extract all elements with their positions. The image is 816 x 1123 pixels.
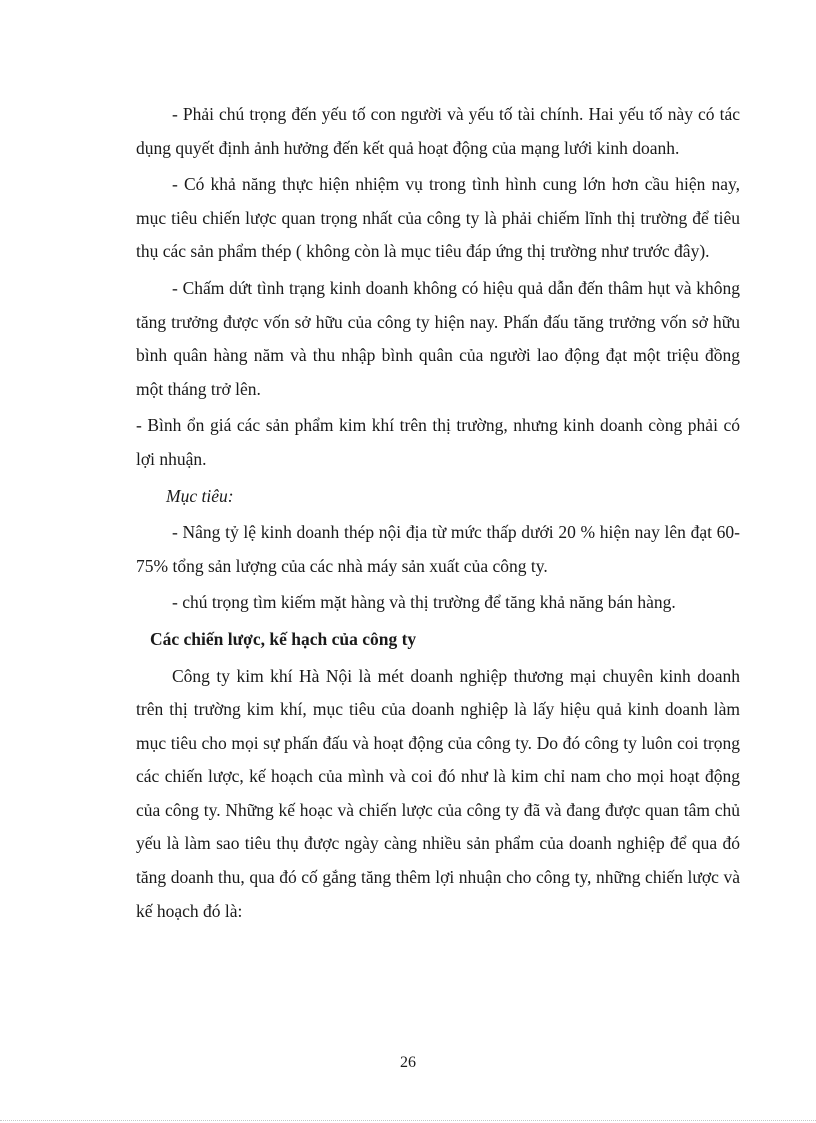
objectives-label: Mục tiêu:	[166, 485, 234, 506]
section-body: Công ty kim khí Hà Nội là mét doanh nghiệp thương mại chuyên kinh doanh trên thị trường kim khí, mục tiêu của doanh nghiệp là lấy hiệu quả kinh doanh làm mục tiêu cho mọi sự phấn đấu và hoạt động của công ty. Do đó công ty luôn coi trọng các chiến lược, kế hoạch của mình và coi đó như là kim chỉ nam cho mọi hoạt động của công ty. Những kế hoạc và chiến lược của công ty đã và đang được quan tâm chủ yếu là làm sao tiêu thụ được ngày càng nhiều sản phẩm của doanh nghiệp để qua đó tăng doanh thu, qua đó cố gắng tăng thêm lợi nhuận cho công ty, những chiến lược và kế hoạch đó là:	[136, 665, 740, 921]
paragraph-capital-growth: - Chấm dứt tình trạng kinh doanh không có hiệu quả dẫn đến thâm hụt và không tăng trưởng được vốn sở hữu của công ty hiện nay. Phấn đấu tăng trưởng vốn sở hữu bình quân hàng năm và thu nhập bình quân của người lao động đạt một triệu đồng một tháng trở lên.	[136, 277, 740, 399]
objective-market-search: - chú trọng tìm kiếm mặt hàng và thị trường để tăng khả năng bán hàng.	[172, 592, 676, 613]
body-text	[136, 98, 740, 928]
objective-domestic-steel: - Nâng tỷ lệ kinh doanh thép nội địa từ mức thấp dưới 20 % hiện nay lên đạt 60-75% tổng sản lượng của các nhà máy sản xuất của công ty.	[136, 522, 740, 576]
footer-divider	[0, 1120, 816, 1121]
page-number: 26	[400, 1054, 416, 1071]
paragraph-market-share: - Có khả năng thực hiện nhiệm vụ trong tình hình cung lớn hơn cầu hiện nay, mục tiêu chiến lược quan trọng nhất của công ty là phải chiếm lĩnh thị trường để tiêu thụ các sản phẩm thép ( không còn là mục tiêu đáp ứng thị trường như trước đây).	[136, 174, 740, 262]
paragraph-price-stability: - Bình ổn giá các sản phẩm kim khí trên thị trường, nhưng kinh doanh còng phải có lợi nhuận.	[136, 415, 740, 469]
paragraph-human-finance: - Phải chú trọng đến yếu tố con người và yếu tố tài chính. Hai yếu tố này có tác dụng quyết định ảnh hưởng đến kết quả hoạt động của mạng lưới kinh doanh.	[136, 104, 740, 158]
section-heading: Các chiến lược, kế hạch của công ty	[150, 628, 417, 649]
